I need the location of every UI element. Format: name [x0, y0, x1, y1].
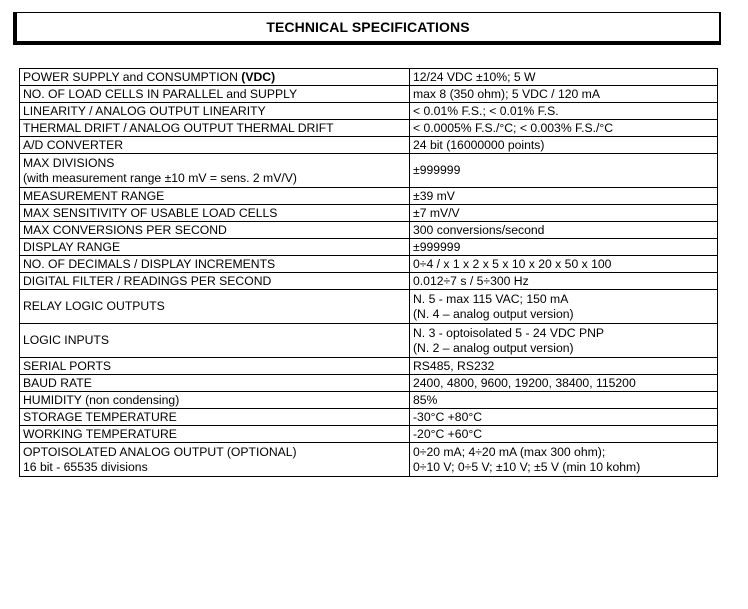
- value-cell: RS485, RS232: [410, 358, 718, 375]
- table-row: [20, 239, 718, 256]
- param-cell: LOGIC INPUTS: [20, 324, 410, 358]
- page-title: TECHNICAL SPECIFICATIONS: [266, 19, 470, 35]
- table-row: [20, 290, 718, 324]
- value-cell: < 0.01% F.S.; < 0.01% F.S.: [410, 103, 718, 120]
- table-row: [20, 409, 718, 426]
- value-cell: ±7 mV/V: [410, 205, 718, 222]
- table-row: [20, 120, 718, 137]
- table-row: [20, 69, 718, 86]
- param-cell: POWER SUPPLY and CONSUMPTION (VDC): [20, 69, 410, 86]
- table-row: [20, 426, 718, 443]
- table-row: [20, 443, 718, 477]
- table-row: [20, 137, 718, 154]
- value-cell: < 0.0005% F.S./°C; < 0.003% F.S./°C: [410, 120, 718, 137]
- param-cell: A/D CONVERTER: [20, 137, 410, 154]
- value-cell: 2400, 4800, 9600, 19200, 38400, 115200: [410, 375, 718, 392]
- table-row: [20, 86, 718, 103]
- param-cell: RELAY LOGIC OUTPUTS: [20, 290, 410, 324]
- value-cell: N. 3 - optoisolated 5 - 24 VDC PNP (N. 2 – analog output version): [410, 324, 718, 358]
- param-cell: NO. OF LOAD CELLS IN PARALLEL and SUPPLY: [20, 86, 410, 103]
- value-cell: -30°C +80°C: [410, 409, 718, 426]
- value-cell: 0.012÷7 s / 5÷300 Hz: [410, 273, 718, 290]
- param-cell: MEASUREMENT RANGE: [20, 188, 410, 205]
- param-cell: DIGITAL FILTER / READINGS PER SECOND: [20, 273, 410, 290]
- param-cell: WORKING TEMPERATURE: [20, 426, 410, 443]
- param-cell: MAX DIVISIONS (with measurement range ±10 mV = sens. 2 mV/V): [20, 154, 410, 188]
- title-box: [13, 12, 721, 45]
- param-cell: STORAGE TEMPERATURE: [20, 409, 410, 426]
- value-cell: 0÷20 mA; 4÷20 mA (max 300 ohm); 0÷10 V; 0÷5 V; ±10 V; ±5 V (min 10 kohm): [410, 443, 718, 477]
- param-cell: OPTOISOLATED ANALOG OUTPUT (OPTIONAL) 16 bit - 65535 divisions: [20, 443, 410, 477]
- specifications-table: [19, 68, 718, 477]
- value-cell: 24 bit (16000000 points): [410, 137, 718, 154]
- param-cell: LINEARITY / ANALOG OUTPUT LINEARITY: [20, 103, 410, 120]
- param-cell: MAX SENSITIVITY OF USABLE LOAD CELLS: [20, 205, 410, 222]
- param-cell: SERIAL PORTS: [20, 358, 410, 375]
- value-cell: 0÷4 / x 1 x 2 x 5 x 10 x 20 x 50 x 100: [410, 256, 718, 273]
- table-row: [20, 222, 718, 239]
- param-cell: THERMAL DRIFT / ANALOG OUTPUT THERMAL DRIFT: [20, 120, 410, 137]
- table-row: [20, 273, 718, 290]
- table-row: [20, 205, 718, 222]
- table-row: [20, 154, 718, 188]
- table-row: [20, 392, 718, 409]
- value-cell: 85%: [410, 392, 718, 409]
- table-row: [20, 358, 718, 375]
- value-cell: 300 conversions/second: [410, 222, 718, 239]
- table-row: [20, 103, 718, 120]
- value-cell: ±39 mV: [410, 188, 718, 205]
- value-cell: 12/24 VDC ±10%; 5 W: [410, 69, 718, 86]
- value-cell: -20°C +60°C: [410, 426, 718, 443]
- param-cell: MAX CONVERSIONS PER SECOND: [20, 222, 410, 239]
- value-cell: N. 5 - max 115 VAC; 150 mA (N. 4 – analog output version): [410, 290, 718, 324]
- table-row: [20, 324, 718, 358]
- table-row: [20, 375, 718, 392]
- param-cell: DISPLAY RANGE: [20, 239, 410, 256]
- param-cell: HUMIDITY (non condensing): [20, 392, 410, 409]
- value-cell: ±999999: [410, 239, 718, 256]
- value-cell: max 8 (350 ohm); 5 VDC / 120 mA: [410, 86, 718, 103]
- table-row: [20, 256, 718, 273]
- table-row: [20, 188, 718, 205]
- param-cell: NO. OF DECIMALS / DISPLAY INCREMENTS: [20, 256, 410, 273]
- value-cell: ±999999: [410, 154, 718, 188]
- param-cell: BAUD RATE: [20, 375, 410, 392]
- param-unit: (VDC): [241, 69, 276, 84]
